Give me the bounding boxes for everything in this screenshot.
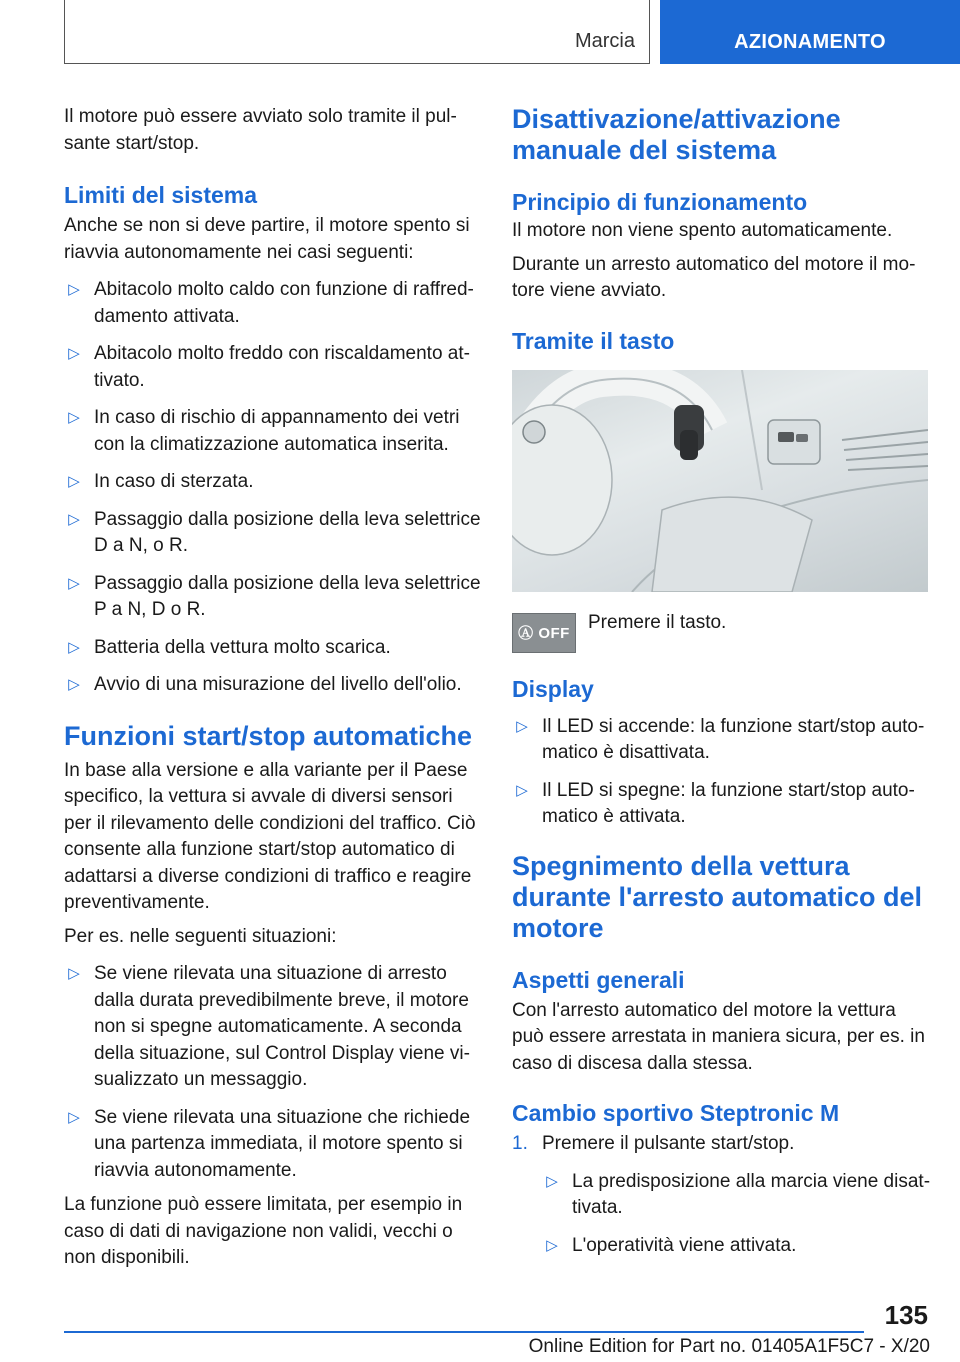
shutdown-heading: Spegnimento della vettura durante l'arresto automatico del motore bbox=[512, 850, 923, 943]
step-number: 1. bbox=[512, 1133, 528, 1154]
dashboard-photo bbox=[512, 370, 928, 592]
step-sub-list bbox=[542, 1169, 932, 1260]
header-chapter-tab bbox=[660, 0, 960, 64]
auto-text-1: In base alla versione e alla variante per il Paese specifico, la vettura si avvale di diversi sensori per il rilevamento delle condizioni del traffico. Ciò consente alla funzione start/stop automatico di adattarsi a diverse condizioni di traffico e reagire preventivamente. bbox=[64, 759, 476, 913]
list-item: ▷ Abitacolo molto freddo con riscaldamento at-tivato. bbox=[64, 341, 482, 394]
triangle-bullet-icon: ▷ bbox=[546, 1236, 558, 1254]
list-item: ▷ La predisposizione alla marcia viene disat-tivata. bbox=[542, 1169, 932, 1222]
list-item: ▷ L'operatività viene attivata. bbox=[542, 1233, 932, 1260]
button-caption: Premere il tasto. bbox=[588, 611, 727, 633]
limits-heading: Limiti del sistema bbox=[64, 182, 258, 208]
triangle-bullet-icon: ▷ bbox=[68, 345, 80, 362]
auto-text-3: La funzione può essere limitata, per esempio in caso di dati di navigazione non validi, vecchi o non disponibili. bbox=[64, 1194, 463, 1268]
triangle-bullet-icon: ▷ bbox=[516, 717, 528, 735]
auto-text-2: Per es. nelle seguenti situazioni: bbox=[64, 925, 337, 947]
auto-heading: Funzioni start/stop automatiche bbox=[64, 720, 473, 751]
list-item: ▷ In caso di sterzata. bbox=[64, 469, 482, 496]
triangle-bullet-icon: ▷ bbox=[68, 473, 80, 490]
auto-list bbox=[64, 961, 482, 1184]
triangle-bullet-icon: ▷ bbox=[68, 409, 80, 426]
general-text: Con l'arresto automatico del motore la vettura può essere arrestata in maniera sicura, per es. in caso di discesa dalla stessa. bbox=[512, 999, 925, 1074]
button-row bbox=[512, 610, 932, 670]
list-item: ▷ Passaggio dalla posizione della leva selettrice P a N, D o R. bbox=[64, 571, 482, 624]
right-column bbox=[512, 104, 932, 1259]
triangle-bullet-icon: ▷ bbox=[68, 965, 80, 982]
list-item: ▷ In caso di rischio di appannamento dei vetri con la climatizzazione automatica inserita. bbox=[64, 405, 482, 458]
principle-heading: Principio di funzionamento bbox=[512, 189, 808, 215]
header-section-box bbox=[64, 0, 650, 64]
display-list bbox=[512, 714, 932, 831]
intro-text: Il motore può essere avviato solo tramite il pul-sante start/stop. bbox=[64, 106, 457, 154]
limits-list bbox=[64, 277, 482, 699]
triangle-bullet-icon: ▷ bbox=[68, 676, 80, 693]
auto-start-stop-off-icon: Ⓐ OFF bbox=[512, 613, 576, 653]
principle-text-2: Durante un arresto automatico del motore il mo-tore viene avviato. bbox=[512, 253, 916, 301]
steptronic-heading: Cambio sportivo Steptronic M bbox=[512, 1100, 840, 1126]
footer-divider bbox=[64, 1331, 864, 1333]
left-column bbox=[64, 104, 482, 1272]
header-chapter-title: AZIONAMENTO bbox=[734, 31, 886, 53]
triangle-bullet-icon: ▷ bbox=[546, 1172, 558, 1190]
page-number: 135 bbox=[884, 1300, 928, 1330]
header-section-title: Marcia bbox=[574, 30, 635, 52]
triangle-bullet-icon: ▷ bbox=[68, 510, 80, 528]
list-item: ▷ Avvio di una misurazione del livello dell'olio. bbox=[64, 672, 482, 699]
display-heading: Display bbox=[512, 675, 594, 702]
list-item: ▷ Il LED si spegne: la funzione start/stop auto-matico è attivata. bbox=[512, 778, 932, 831]
triangle-bullet-icon: ▷ bbox=[68, 281, 80, 298]
button-heading: Tramite il tasto bbox=[512, 327, 675, 354]
triangle-bullet-icon: ▷ bbox=[68, 574, 80, 592]
step-item: 1. Premere il pulsante start/stop. ▷ La predisposizione alla marcia viene disat-tivata. ▷ L'operatività viene attivata. bbox=[512, 1131, 932, 1259]
manual-heading: Disattivazione/attivazione manuale del sistema bbox=[512, 104, 841, 165]
steptronic-steps bbox=[512, 1131, 932, 1259]
list-item: ▷ Abitacolo molto caldo con funzione di raffred-damento attivata. bbox=[64, 277, 482, 330]
triangle-bullet-icon: ▷ bbox=[68, 638, 80, 656]
list-item: ▷ Il LED si accende: la funzione start/stop auto-matico è disattivata. bbox=[512, 714, 932, 767]
list-item: ▷ Se viene rilevata una situazione che richiede una partenza immediata, il motore spento si riavvia autonomamente. bbox=[64, 1105, 482, 1185]
general-heading: Aspetti generali bbox=[512, 966, 685, 993]
triangle-bullet-icon: ▷ bbox=[68, 1108, 80, 1126]
list-item: ▷ Se viene rilevata una situazione di arresto dalla durata prevedibilmente breve, il motore non si spegne automaticamente. A seconda della situazione, sul Control Display viene vi-sualizzato un messaggio. bbox=[64, 961, 482, 1094]
list-item: ▷ Batteria della vettura molto scarica. bbox=[64, 635, 482, 662]
list-item: ▷ Passaggio dalla posizione della leva selettrice D a N, o R. bbox=[64, 507, 482, 560]
limits-text: Anche se non si deve partire, il motore spento si riavvia autonomamente nei casi seguenti: bbox=[64, 215, 470, 263]
principle-text-1: Il motore non viene spento automaticamente. bbox=[512, 220, 893, 241]
triangle-bullet-icon: ▷ bbox=[516, 781, 528, 799]
footer-edition: Online Edition for Part no. 01405A1F5C7 - X/20 bbox=[528, 1336, 930, 1357]
